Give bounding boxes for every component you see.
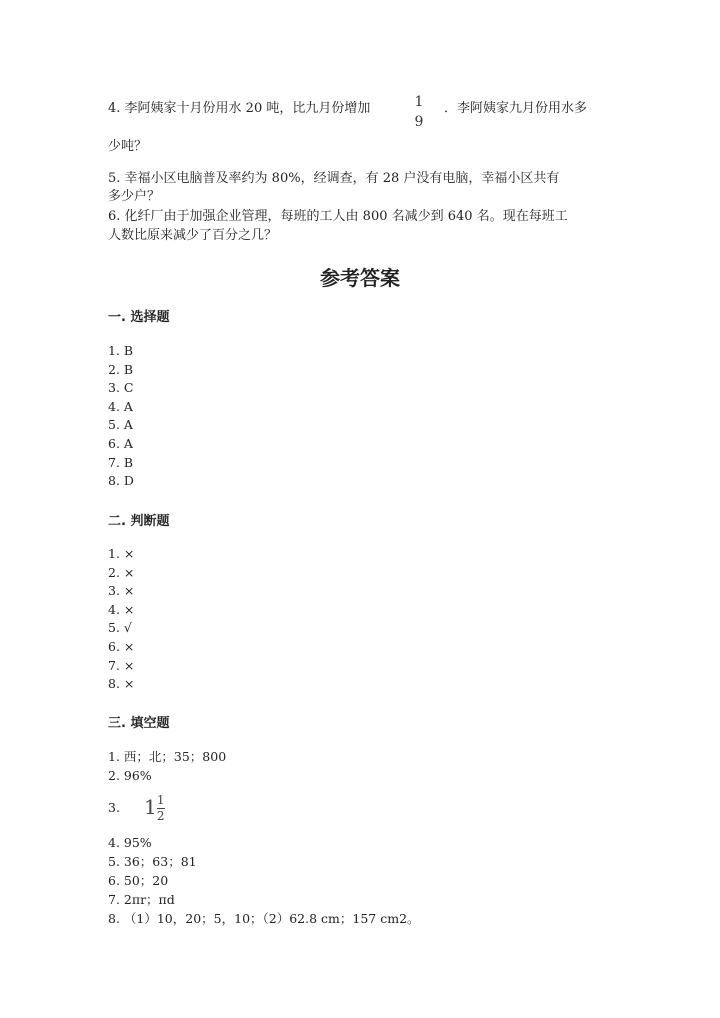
section-heading-choice: 一. 选择题 [108, 310, 170, 325]
list-item: 5. √ [108, 620, 132, 636]
question-4-text-a: 4. 李阿姨家十月份用水 20 吨，比九月份增加 [108, 101, 371, 116]
fill-answer-8: 8. （1）10，20；5，10；（2）62.8 cm；157 cm2。 [108, 911, 420, 926]
section-heading-judge: 二. 判断题 [108, 514, 170, 529]
mixed-numerator: 1 [156, 793, 165, 807]
list-item: 7. × [108, 657, 135, 673]
question-5-line2: 多少户？ [108, 189, 161, 204]
section-heading-fill: 三. 填空题 [108, 716, 170, 731]
fill-answer-7: 7. 2πr；πd [108, 892, 175, 907]
list-item: 7. B [108, 454, 134, 470]
question-4-text-b: ．李阿姨家九月份用水多 [444, 101, 588, 116]
mixed-fraction [157, 794, 165, 823]
question-4-fraction [412, 95, 426, 129]
mixed-whole: 1 [144, 795, 157, 819]
list-item: 8. D [108, 473, 134, 489]
list-item: 6. A [108, 435, 133, 451]
fill-answer-2: 2. 96% [108, 768, 152, 783]
question-4-line1-end [444, 98, 587, 120]
list-item: 4. A [108, 398, 133, 414]
list-item: 1. × [108, 546, 135, 561]
fill-answer-1: 1. 西；北；35；800 [108, 749, 227, 764]
fill-answer-6: 6. 50；20 [108, 873, 169, 888]
question-6-line1: 6. 化纤厂由于加强企业管理，每班的工人由 800 名减少到 640 名。现在每班工 [108, 209, 568, 224]
list-item: 4. × [108, 601, 135, 617]
fraction-numerator: 1 [414, 94, 424, 110]
list-item: 3. × [108, 583, 135, 599]
list-item: 2. B [108, 361, 134, 377]
mixed-denominator: 2 [156, 809, 165, 823]
question-6-line2: 人数比原来减少了百分之几？ [108, 228, 278, 243]
fraction-denominator: 9 [414, 114, 424, 130]
list-item: 8. × [108, 676, 135, 692]
question-4-line2: 少吨？ [108, 139, 148, 154]
fill-answer-3-mixed-number [144, 794, 165, 823]
fill-answer-3-label: 3. [108, 800, 120, 815]
answer-title: 参考答案 [320, 266, 400, 290]
judge-answer-list [108, 545, 134, 694]
question-5-line1: 5. 幸福小区电脑普及率约为 80%，经调查，有 28 户没有电脑，幸福小区共有 [108, 171, 560, 186]
list-item: 2. × [108, 564, 135, 580]
question-4-line1 [108, 98, 370, 120]
choice-answer-list [108, 342, 134, 491]
list-item: 1. B [108, 343, 134, 358]
list-item: 5. A [108, 417, 133, 433]
fill-answer-4: 4. 95% [108, 835, 152, 850]
list-item: 3. C [108, 380, 134, 396]
list-item: 6. × [108, 638, 135, 654]
fill-answer-5: 5. 36；63；81 [108, 854, 197, 869]
